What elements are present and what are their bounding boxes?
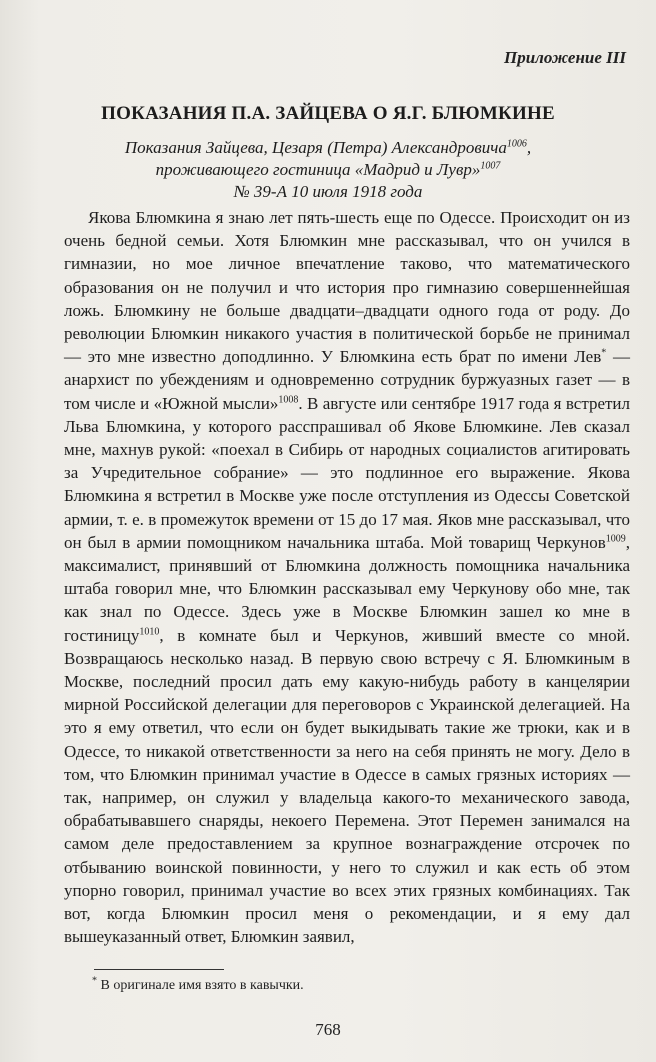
footnote-marker: * [92, 975, 97, 987]
endnote-ref-1006: 1006 [506, 138, 527, 150]
paragraph-1-part-d: , максималист, принявший от Блюмкина должность помощника начальника штаба говорил мне, что Блюмкин рассказывал ему Черкунову обо мне, так как знал по Одессе. Здесь уже в Москве Блюмкин зашел ко мне в гостиницу [64, 532, 630, 645]
subtitle-line-1-comma: , [526, 138, 532, 157]
footnote [92, 975, 304, 994]
paragraph-1-part-c: . В августе или сентябре 1917 года я встретил Льва Блюмкина, у которого расспрашивал об Якове Блюмкине. Лев сказал мне, махнув рукой: «поехал в Сибирь от народных социалистов агитировать за Учредительное собрание» — это подлинное его выражение. Якова Блюмкина я встретил в Москве уже после отступления из Одессы Советской армии, т. е. в промежуток времени от 15 до 17 мая. Яков мне рассказывал, что он был в армии помощником начальника штаба. Мой товарищ Черкунов [64, 393, 631, 552]
footnote-ref-star: * [601, 347, 607, 359]
subtitle-line-1 [0, 137, 656, 159]
endnote-ref-1008: 1008 [278, 393, 299, 405]
subtitle-line-2-text: проживающего гостиница «Мадрид и Лувр» [155, 160, 481, 179]
paragraph-1-part-b: — анархист по убеждениям и одновременно сотрудник буржуазных газет — в том числе и «Южной мысли» [64, 347, 631, 413]
paragraph-1-part-e: , в комнате был и Черкунов, живший вместе со мной. Возвращаюсь несколько назад. В первую свою встречу с Я. Блюмкиным в Москве, последний просил дать ему какую-нибудь работу в канцелярии мирной Российской делегации для переговоров с Украинской делегацией. На это я ему ответил, что если он будет выкидывать такие же трюки, как и в Одессе, то никакой ответственности за него на себя принять не могу. Дело в том, что Блюмкин принимал участие в Одессе в самых грязных историях — так, например, он служил у владельца какого-то механического завода, обрабатывавшего снаряды, некоего Перемена. Этот Перемен занимался на самом деле предоставлением за крупное вознаграждение отсрочек по отбыванию воинской повинности, у него то служил и как есть об этом упорно говорил, принимал участие во всех этих грязных комбинациях. Так вот, когда Блюмкин просил меня о рекомендации, и я ему дал вышеуказанный ответ, Блюмкин заявил, [64, 625, 630, 947]
running-head: Приложение III [503, 48, 626, 67]
document-title: ПОКАЗАНИЯ П.А. ЗАЙЦЕВА О Я.Г. БЛЮМКИНЕ [101, 103, 555, 124]
document-subtitle [0, 137, 656, 203]
subtitle-line-2 [0, 159, 656, 181]
endnote-ref-1009: 1009 [605, 533, 626, 545]
footnote-divider [94, 969, 224, 970]
subtitle-line-3: № 39-А 10 июля 1918 года [233, 182, 423, 201]
body-text [64, 206, 630, 949]
endnote-ref-1010: 1010 [139, 626, 160, 637]
endnote-ref-1007: 1007 [480, 160, 501, 172]
subtitle-line-1-text: Показания Зайцева, Цезаря (Петра) Александровича [124, 138, 507, 157]
page-number: 768 [315, 1020, 341, 1039]
paragraph-1-part-a: Якова Блюмкина я знаю лет пять-шесть еще по Одессе. Происходит он из очень бедной семьи. Хотя Блюмкин мне рассказывал, что он учился в гимназии, но мое личное впечатление таково, что математического образования он не получил и что история про гимназию совершеннейшая ложь. Блюмкину не больше двадцати–двадцати одного года от роду. До революции Блюмкин никакого участия в политической борьбе не принимал — это мне известно доподлинно. У Блюмкина есть брат по имени Лев [64, 208, 630, 367]
footnote-text: В оригинале имя взято в кавычки. [97, 978, 304, 993]
paragraph-1 [64, 206, 630, 949]
